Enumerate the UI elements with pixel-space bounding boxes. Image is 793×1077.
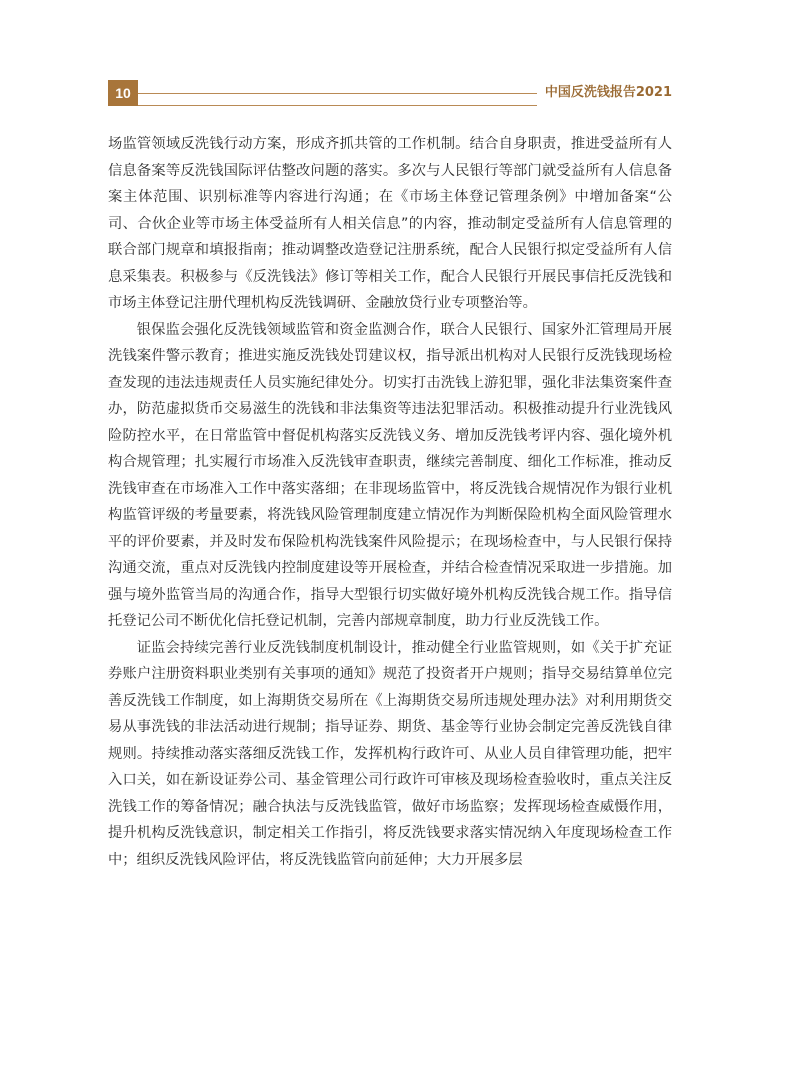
page-header <box>108 80 672 106</box>
paragraph-csrc: 证监会持续完善行业反洗钱制度机制设计，推动健全行业监管规则，如《关于扩充证券账户注册资料职业类别有关事项的通知》规范了投资者开户规则；指导交易结算单位完善反洗钱工作制度，如上海期货交易所在《上海期货交易所违规处理办法》对利用期货交易从事洗钱的非法活动进行规制；指导证券、期货、基金等行业协会制定完善反洗钱自律规则。持续推动落实落细反洗钱工作，发挥机构行政许可、从业人员自律管理功能，把牢入口关，如在新设证券公司、基金管理公司行政许可审核及现场检查验收时，重点关注反洗钱工作的筹备情况；融合执法与反洗钱监管，做好市场监察；发挥现场检查威慑作用，提升机构反洗钱意识，制定相关工作指引，将反洗钱要求落实情况纳入年度现场检查工作中；组织反洗钱风险评估，将反洗钱监管向前延伸；大力开展多层 <box>108 639 672 868</box>
paragraph-continued: 场监管领域反洗钱行动方案，形成齐抓共管的工作机制。结合自身职责，推进受益所有人信息备案等反洗钱国际评估整改问题的落实。多次与人民银行等部门就受益所有人信息备案主体范围、识别标准等内容进行沟通；在《市场主体登记管理条例》中增加备案“公司、合伙企业等市场主体受益所有人相关信息”的内容，推动制定受益所有人信息管理的联合部门规章和填报指南；推动调整改造登记注册系统，配合人民银行拟定受益所有人信息采集表。积极参与《反洗钱法》修订等相关工作，配合人民银行开展民事信托反洗钱和市场主体登记注册代理机构反洗钱调研、金融放贷行业专项整治等。 <box>108 136 672 311</box>
paragraph-cbirc: 银保监会强化反洗钱领域监管和资金监测合作，联合人民银行、国家外汇管理局开展洗钱案件警示教育；推进实施反洗钱处罚建议权，指导派出机构对人民银行反洗钱现场检查发现的违法违规责任人员实施纪律处分。切实打击洗钱上游犯罪，强化非法集资案件查办，防范虚拟货币交易滋生的洗钱和非法集资等违法犯罪活动。积极推动提升行业洗钱风险防控水平，在日常监管中督促机构落实反洗钱义务、增加反洗钱考评内容、强化境外机构合规管理；扎实履行市场准入反洗钱审查职责，继续完善制度、细化工作标准，推动反洗钱审查在市场准入工作中落实落细；在非现场监管中，将反洗钱合规情况作为银行业机构监管评级的考量要素，将洗钱风险管理制度建立情况作为判断保险机构全面风险管理水平的评价要素，并及时发布保险机构洗钱案件风险提示；在现场检查中，与人民银行保持沟通交流，重点对反洗钱内控制度建设等开展检查，并结合检查情况采取进一步措施。加强与境外监管当局的沟通合作，指导大型银行切实做好境外机构反洗钱合规工作。指导信托登记公司不断优化信托登记机制，完善内部规章制度，助力行业反洗钱工作。 <box>108 321 672 629</box>
running-title: 中国反洗钱报告2021 <box>537 80 672 106</box>
page-number: 10 <box>108 80 138 106</box>
body-text <box>108 131 672 873</box>
